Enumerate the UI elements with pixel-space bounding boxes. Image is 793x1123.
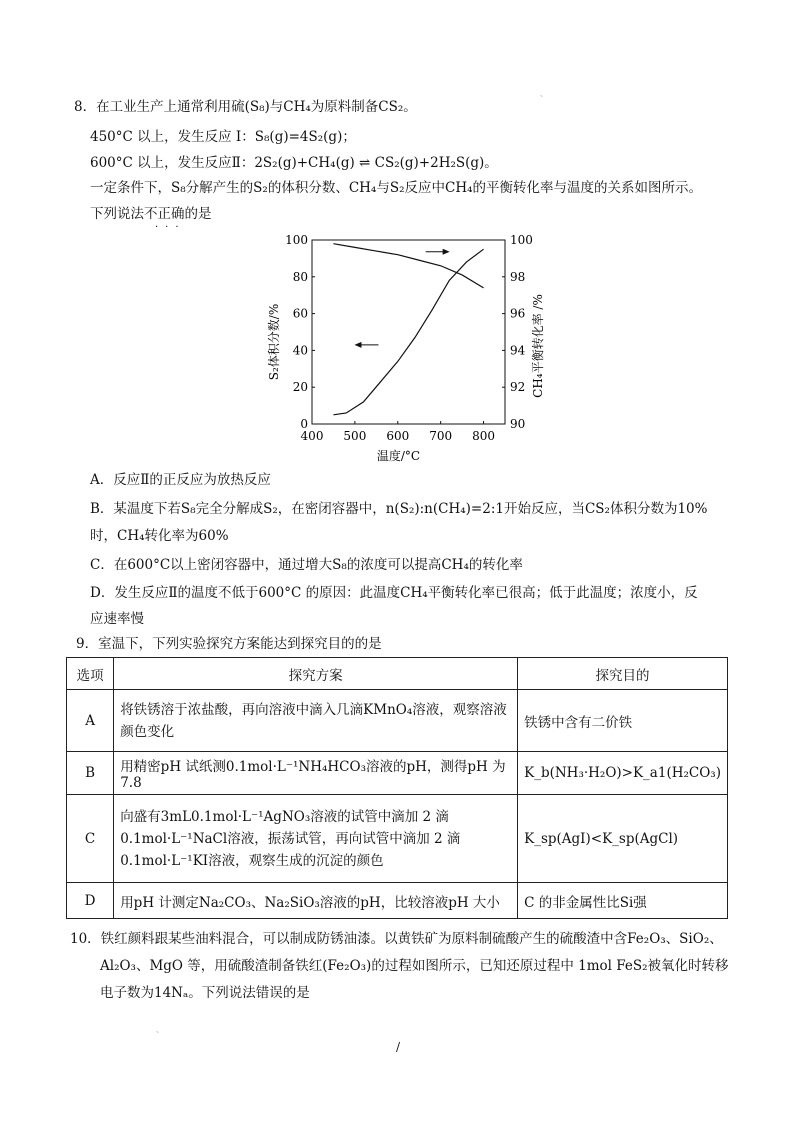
q8-reaction-1: 450°C 以上，发生反应 I：S₈(g)=4S₂(g)； (90, 129, 356, 145)
x-tick-label: 800 (472, 429, 496, 443)
y-right-tick-label: 94 (510, 343, 526, 358)
q8-reaction-2: 600°C 以上，发生反应Ⅱ：2S₂(g)+CH₄(g) ⇌ CS₂(g)+2H₂S(g)。 (90, 155, 498, 171)
footer-mark: 、 (156, 1025, 164, 1034)
header-option: 选项 (67, 658, 114, 690)
row-d-goal: C 的非金属性比Si强 (518, 883, 728, 919)
row-b-goal: K_b(NH₃·H₂O)>K_a1(H₂CO₃) (518, 752, 728, 795)
chart-ticks (285, 233, 533, 443)
x-tick-label: 700 (429, 429, 453, 443)
y-left-tick-label: 100 (285, 233, 308, 247)
x-tick-label: 600 (386, 429, 410, 443)
y-left-tick-label: 40 (292, 343, 308, 358)
row-b-plan: 用精密pH 试纸测0.1mol·L⁻¹NH₄HCO₃溶液的pH，测得pH 为 7.8 (114, 752, 518, 795)
q8-option-a: A．反应Ⅱ的正反应为放热反应 (90, 472, 271, 488)
y-right-axis-label: CH₄平衡转化率 /% (531, 294, 545, 398)
experiment-table (66, 657, 728, 919)
table-row (67, 883, 728, 919)
y-right-tick-label: 100 (510, 233, 533, 247)
q8-question-prompt: 下列说法不正确的是 (90, 206, 212, 222)
table-row (67, 795, 728, 883)
q8-option-d: D．发生反应Ⅱ的温度不低于600°C 的原因：此温度CH₄平衡转化率已很高；低于此温度；浓度小，反 (90, 585, 698, 601)
row-d-plan: 用pH 计测定Na₂CO₃、Na₂SiO₃溶液的pH，比较溶液pH 大小 (114, 883, 518, 919)
y-right-tick-label: 90 (510, 417, 526, 431)
table-header-row (67, 658, 728, 690)
table-row (67, 752, 728, 795)
q10-line-2: Al₂O₃、MgO 等，用硫酸渣制备铁红(Fe₂O₃)的过程如图所示，已知还原过程中 1mol FeS₂被氧化时转移 (100, 958, 729, 974)
row-a-goal: 铁锈中含有二价铁 (518, 690, 728, 752)
chart-series (333, 244, 483, 415)
y-left-tick-label: 80 (292, 269, 308, 284)
x-tick-label: 500 (343, 429, 367, 443)
q8-description: 一定条件下，S₈分解产生的S₂的体积分数、CH₄与S₂反应中CH₄的平衡转化率与温度的关系如图所示。 (90, 180, 703, 196)
y-right-tick-label: 92 (510, 380, 526, 395)
q8-option-b: B．某温度下若S₈完全分解成S₂，在密闭容器中，n(S₂):n(CH₄)=2:1开始反应，当CS₂体积分数为10% (90, 501, 708, 517)
header-goal: 探究目的 (518, 658, 728, 690)
right-arrow-head (443, 249, 450, 255)
q8-option-d-cont: 应速率慢 (90, 611, 144, 627)
left-arrow-head (354, 342, 361, 348)
temperature-chart (262, 228, 562, 468)
row-a-plan: 将铁锈溶于浓盐酸，再向溶液中滴入几滴KMnO₄溶液，观察溶液颜色变化 (114, 690, 518, 752)
row-a-option: A (67, 690, 114, 752)
row-d-option: D (67, 883, 114, 919)
q8-title: 8．在工业生产上通常利用硫(S₈)与CH₄为原料制备CS₂。 (74, 99, 417, 115)
plot-border (312, 240, 505, 424)
y-left-axis-label: S₂体积分数/% (267, 303, 281, 381)
page-number: / (396, 1040, 401, 1054)
q10-line-3: 电子数为14Nₐ。下列说法错误的是 (100, 985, 310, 1001)
row-c-goal: K_sp(AgI)<K_sp(AgCl) (518, 795, 728, 883)
chart-frame (312, 240, 505, 424)
q8-option-b-cont: 时，CH₄转化率为60% (90, 528, 229, 544)
y-right-tick-label: 96 (510, 306, 526, 321)
x-axis-label: 温度/°C (376, 449, 421, 463)
q9-title: 9．室温下，下列实验探究方案能达到探究目的的是 (76, 636, 382, 652)
ch4-conversion-line (333, 244, 483, 288)
row-c-option: C (67, 795, 114, 883)
x-tick-label: 400 (300, 429, 324, 443)
header-mark: 、 (540, 89, 548, 98)
y-left-tick-label: 60 (292, 306, 308, 321)
q8-option-c: C．在600°C以上密闭容器中，通过增大S₈的浓度可以提高CH₄的转化率 (90, 557, 523, 573)
table-row (67, 690, 728, 752)
q10-line-1: 10．铁红颜料跟某些油料混合，可以制成防锈油漆。以黄铁矿为原料制硫酸产生的硫酸渣中含Fe₂O₃、SiO₂、 (70, 931, 723, 947)
y-left-tick-label: 0 (300, 417, 308, 431)
row-b-option: B (67, 752, 114, 795)
row-c-plan: 向盛有3mL0.1mol·L⁻¹AgNO₃溶液的试管中滴加 2 滴0.1mol·L⁻¹NaCl溶液，振荡试管，再向试管中滴加 2 滴0.1mol·L⁻¹KI溶液，观察生成的沉淀的颜色 (114, 795, 518, 883)
y-right-tick-label: 98 (510, 269, 526, 284)
y-left-tick-label: 20 (292, 380, 308, 395)
header-plan: 探究方案 (114, 658, 518, 690)
emphasis-dots: ··· (155, 222, 186, 233)
